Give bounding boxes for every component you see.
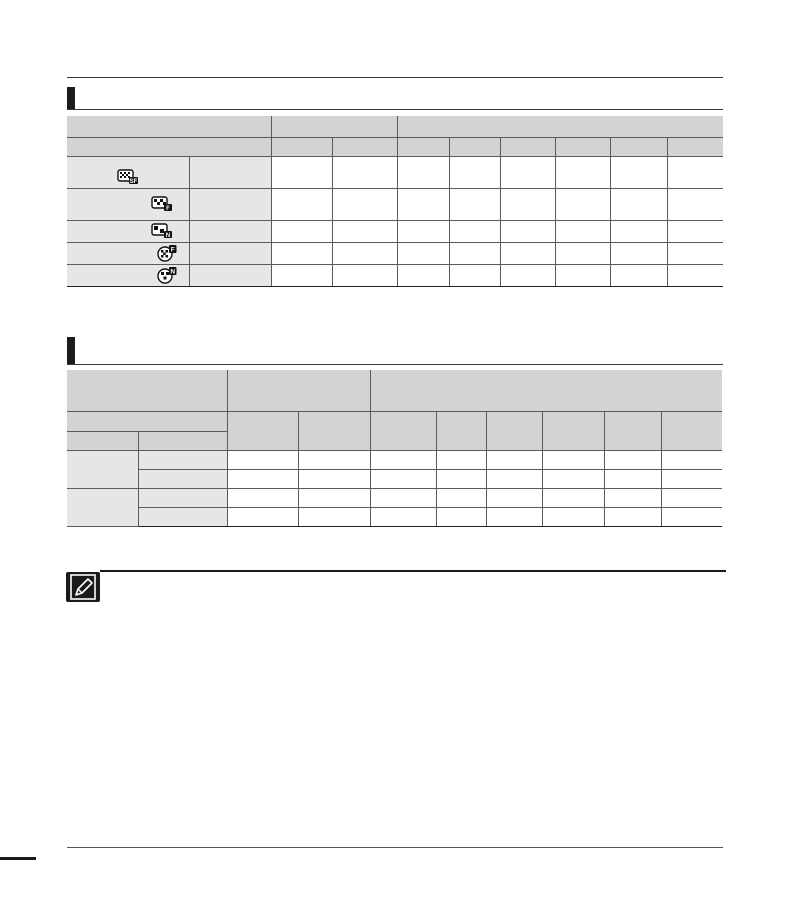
t2-cell — [370, 488, 436, 507]
t2-cell — [661, 469, 722, 488]
t1-subheader-cell — [332, 137, 397, 156]
t2-cell — [661, 488, 722, 507]
footer-rule — [67, 847, 723, 848]
t1-cell — [397, 156, 449, 188]
t1-row-label — [189, 264, 271, 286]
t1-cell — [610, 264, 667, 286]
t1-cell — [610, 156, 667, 188]
t2-cell — [604, 469, 661, 488]
section1-marker — [67, 87, 75, 109]
t1-subheader-cell — [397, 137, 449, 156]
t2-cell — [298, 488, 370, 507]
t2-cell — [227, 488, 298, 507]
t1-cell — [332, 188, 397, 220]
t2-group-label — [67, 450, 138, 488]
fine-quality-icon — [151, 196, 173, 212]
t2-header-group-b — [370, 370, 722, 411]
svg-text:N: N — [169, 268, 175, 276]
t1-cell — [449, 188, 500, 220]
t1-cell — [397, 264, 449, 286]
top-rule — [67, 77, 723, 78]
t2-subheader-cell — [661, 411, 722, 450]
t1-cell — [610, 220, 667, 242]
t2-row-label — [138, 488, 227, 507]
t2-subheader-cell — [227, 411, 298, 450]
t1-row-label — [189, 242, 271, 264]
note-pencil-icon — [66, 572, 100, 602]
t1-cell — [555, 188, 610, 220]
t1-cell — [271, 156, 332, 188]
t1-mode-cell — [67, 188, 189, 220]
t1-cell — [555, 156, 610, 188]
t1-subheader-cell — [500, 137, 555, 156]
fine-disc-icon — [157, 244, 177, 262]
t1-cell — [610, 188, 667, 220]
svg-text:SF: SF — [129, 179, 138, 185]
t2-cell — [542, 488, 604, 507]
t1-cell — [397, 220, 449, 242]
t2-subheader-cell — [542, 411, 604, 450]
t2-cell — [604, 507, 661, 526]
section2-marker — [67, 337, 75, 364]
t2-subheader-cell — [436, 411, 486, 450]
t2-subheader-cell — [486, 411, 542, 450]
t2-cell — [436, 507, 486, 526]
t2-subheader-label — [138, 431, 227, 450]
t2-cell — [298, 507, 370, 526]
section1-rule — [67, 109, 723, 110]
t1-cell — [397, 242, 449, 264]
t1-cell — [449, 156, 500, 188]
table-row — [67, 220, 723, 242]
t2-cell — [486, 488, 542, 507]
super-fine-quality-icon — [117, 169, 139, 185]
t2-subheader-label — [67, 431, 138, 450]
t2-subheader-cell — [604, 411, 661, 450]
t2-subheader-cell — [298, 411, 370, 450]
t1-cell — [449, 242, 500, 264]
t1-header-group-a — [271, 116, 397, 137]
t1-mode-cell — [67, 156, 189, 188]
t1-mode-cell — [67, 220, 189, 242]
section2-rule — [67, 364, 723, 365]
t2-cell — [436, 469, 486, 488]
t2-row-label — [138, 450, 227, 469]
t1-cell — [271, 220, 332, 242]
t2-cell — [298, 450, 370, 469]
t2-cell — [370, 450, 436, 469]
t1-row-label — [189, 156, 271, 188]
t2-cell — [227, 507, 298, 526]
svg-text:F: F — [165, 206, 170, 212]
t1-cell — [332, 220, 397, 242]
t2-subheader-label — [67, 411, 227, 431]
t1-subheader-cell — [667, 137, 723, 156]
t2-cell — [436, 488, 486, 507]
normal-disc-icon — [157, 266, 177, 284]
t1-cell — [500, 188, 555, 220]
t2-cell — [661, 507, 722, 526]
t1-header-group-b — [397, 116, 723, 137]
t1-cell — [667, 220, 723, 242]
table-row — [67, 242, 723, 264]
t1-mode-cell — [67, 264, 189, 286]
t2-cell — [370, 507, 436, 526]
t1-cell — [271, 242, 332, 264]
t1-cell — [332, 242, 397, 264]
t1-subheader-cell — [610, 137, 667, 156]
t1-row-label — [189, 220, 271, 242]
table-row — [67, 507, 722, 526]
t1-cell — [667, 188, 723, 220]
t1-cell — [500, 242, 555, 264]
t1-cell — [500, 156, 555, 188]
t2-cell — [542, 469, 604, 488]
t1-subheader-cell — [449, 137, 500, 156]
t1-cell — [610, 242, 667, 264]
t1-cell — [332, 156, 397, 188]
t2-cell — [227, 450, 298, 469]
t2-cell — [661, 450, 722, 469]
t2-cell — [370, 469, 436, 488]
t2-cell — [542, 507, 604, 526]
t2-cell — [604, 488, 661, 507]
normal-quality-icon — [151, 223, 173, 239]
t2-cell — [542, 450, 604, 469]
table-row — [67, 450, 722, 469]
t1-cell — [397, 188, 449, 220]
table-1 — [67, 116, 723, 287]
t1-cell — [667, 264, 723, 286]
t2-cell — [486, 469, 542, 488]
t2-row-label — [138, 507, 227, 526]
t2-header-group-a — [227, 370, 370, 411]
t1-subheader-label — [67, 137, 271, 156]
t1-cell — [332, 264, 397, 286]
t2-group-label — [67, 488, 138, 526]
page-tab-marker — [0, 857, 36, 860]
t1-cell — [555, 264, 610, 286]
t1-header-mode — [67, 116, 271, 137]
t2-row-label — [138, 469, 227, 488]
t1-subheader-cell — [271, 137, 332, 156]
t1-cell — [271, 264, 332, 286]
t1-cell — [500, 220, 555, 242]
table-row — [67, 469, 722, 488]
table-2 — [67, 370, 722, 527]
t1-subheader-cell — [555, 137, 610, 156]
t1-cell — [500, 264, 555, 286]
t2-cell — [227, 469, 298, 488]
t1-cell — [667, 156, 723, 188]
t1-cell — [667, 242, 723, 264]
t2-cell — [604, 450, 661, 469]
t1-cell — [449, 264, 500, 286]
t1-row-label — [189, 188, 271, 220]
t2-cell — [436, 450, 486, 469]
t2-cell — [486, 507, 542, 526]
t2-cell — [486, 450, 542, 469]
t1-cell — [449, 220, 500, 242]
t2-header-mode — [67, 370, 227, 411]
t1-cell — [555, 220, 610, 242]
table-row — [67, 188, 723, 220]
t2-cell — [298, 469, 370, 488]
svg-text:N: N — [165, 233, 170, 239]
t2-subheader-cell — [370, 411, 436, 450]
note-rule — [100, 570, 726, 572]
t1-cell — [555, 242, 610, 264]
table-row — [67, 156, 723, 188]
table-row — [67, 264, 723, 286]
svg-text:F: F — [170, 246, 175, 254]
t1-mode-cell — [67, 242, 189, 264]
table-row — [67, 488, 722, 507]
t1-cell — [271, 188, 332, 220]
